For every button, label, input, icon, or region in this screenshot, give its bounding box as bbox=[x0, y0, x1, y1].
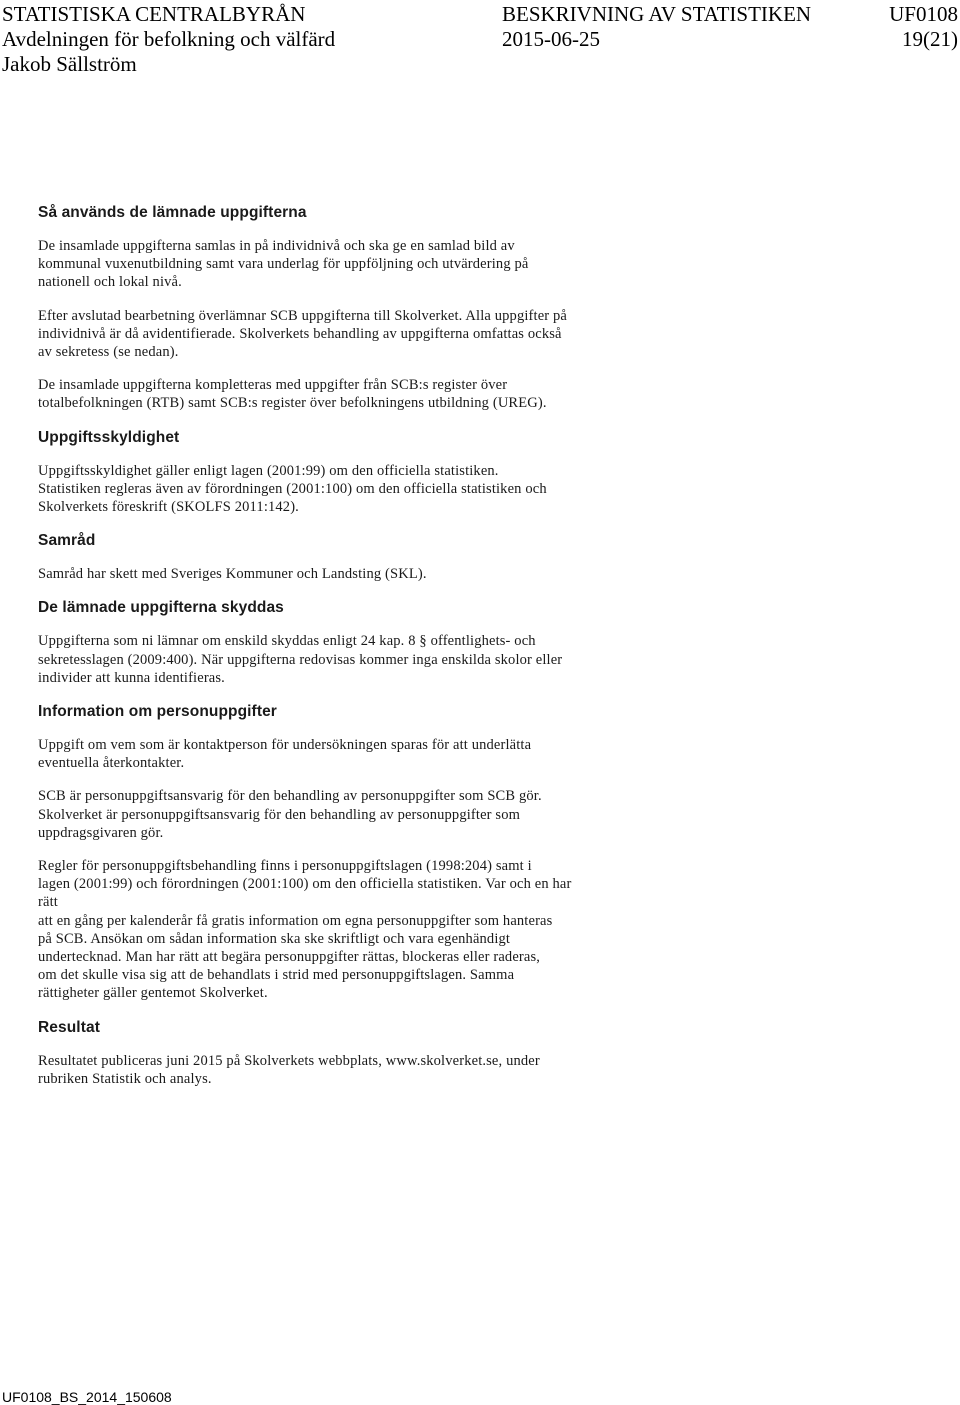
paragraph-line: SCB är personuppgiftsansvarig för den behandling av personuppgifter som SCB gör. bbox=[38, 788, 542, 805]
document-body bbox=[38, 204, 758, 1104]
doc-type: BESKRIVNING AV STATISTIKEN bbox=[502, 2, 812, 26]
paragraph bbox=[38, 736, 758, 772]
spacer bbox=[38, 772, 758, 787]
paragraph bbox=[38, 237, 758, 292]
spacer bbox=[38, 361, 758, 376]
section-title: Resultat bbox=[38, 1018, 100, 1036]
paragraph-line: Regler för personuppgiftsbehandling finns i personuppgiftslagen (1998:204) samt i bbox=[38, 858, 532, 875]
paragraph-line: undertecknad. Man har rätt att begära personuppgifter rättas, blockeras eller raderas, bbox=[38, 949, 541, 966]
paragraph-line: lagen (2001:99) och förordningen (2001:100) om den officiella statistiken. Var och en har bbox=[38, 876, 572, 893]
section-title: Samråd bbox=[38, 532, 96, 550]
paragraph-line: individer att kunna identifieras. bbox=[38, 669, 225, 686]
paragraph-line: eventuella återkontakter. bbox=[38, 755, 185, 772]
paragraph bbox=[38, 632, 758, 687]
spacer bbox=[38, 687, 758, 703]
department-name: Avdelningen för befolkning och välfärd bbox=[2, 27, 336, 51]
paragraph-line: att en gång per kalenderår få gratis information om egna personuppgifter som hanteras bbox=[38, 912, 553, 929]
spacer bbox=[38, 1003, 758, 1019]
paragraph-line: individnivå är då avidentifierade. Skolverkets behandling av uppgifterna omfattas också bbox=[38, 325, 562, 342]
spacer bbox=[38, 583, 758, 599]
header-middle bbox=[502, 2, 811, 52]
header-left bbox=[2, 2, 335, 77]
paragraph bbox=[38, 462, 758, 517]
paragraph bbox=[38, 376, 758, 412]
paragraph bbox=[38, 565, 758, 583]
spacer bbox=[38, 1088, 758, 1104]
paragraph-line: Skolverket är personuppgiftsansvarig för den behandling av personuppgifter som bbox=[38, 806, 521, 823]
paragraph-line: Skolverkets föreskrift (SKOLFS 2011:142). bbox=[38, 499, 299, 516]
paragraph-line: Samråd har skett med Sveriges Kommuner och Landsting (SKL). bbox=[38, 566, 427, 583]
paragraph-line: Resultatet publiceras juni 2015 på Skolverkets webbplats, www.skolverket.se, under bbox=[38, 1052, 540, 1069]
section-title: Information om personuppgifter bbox=[38, 703, 277, 721]
spacer bbox=[38, 842, 758, 857]
paragraph-line: rättigheter gäller gentemot Skolverket. bbox=[38, 985, 268, 1002]
paragraph-line: uppdragsgivaren gör. bbox=[38, 824, 164, 841]
paragraph-line: på SCB. Ansökan om sådan information ska ske skriftligt och vara egenhändigt bbox=[38, 930, 511, 947]
spacer bbox=[38, 516, 758, 532]
spacer bbox=[38, 413, 758, 429]
paragraph bbox=[38, 857, 758, 1003]
paragraph-line: Uppgiftsskyldighet gäller enligt lagen (2001:99) om den officiella statistiken. bbox=[38, 462, 499, 479]
paragraph-line: av sekretess (se nedan). bbox=[38, 344, 179, 361]
paragraph-line: om det skulle visa sig att de behandlats i strid med personuppgiftslagen. Samma bbox=[38, 967, 515, 984]
paragraph-line: sekretesslagen (2009:400). När uppgifterna redovisas kommer inga enskilda skolor eller bbox=[38, 651, 563, 668]
paragraph-line: Uppgifterna som ni lämnar om enskild skyddas enligt 24 kap. 8 § offentlighets- och bbox=[38, 633, 536, 650]
page-number: 19(21) bbox=[902, 27, 958, 51]
doc-date: 2015-06-25 bbox=[502, 27, 600, 51]
paragraph-line: rätt bbox=[38, 894, 58, 911]
footer-file-code: UF0108_BS_2014_150608 bbox=[2, 1389, 172, 1405]
spacer bbox=[38, 292, 758, 307]
paragraph-line: Uppgift om vem som är kontaktperson för undersökningen sparas för att underlätta bbox=[38, 737, 532, 754]
header-right bbox=[889, 2, 958, 52]
paragraph-line: De insamlade uppgifterna kompletteras med uppgifter från SCB:s register över bbox=[38, 377, 508, 394]
section-title: De lämnade uppgifterna skyddas bbox=[38, 599, 284, 617]
author-name: Jakob Sällström bbox=[2, 52, 137, 76]
paragraph bbox=[38, 787, 758, 842]
paragraph-line: Efter avslutad bearbetning överlämnar SCB uppgifterna till Skolverket. Alla uppgifter på bbox=[38, 307, 568, 324]
paragraph bbox=[38, 1052, 758, 1088]
section-title: Så används de lämnade uppgifterna bbox=[38, 204, 307, 221]
section-title: Uppgiftsskyldighet bbox=[38, 428, 180, 446]
paragraph-line: kommunal vuxenutbildning samt vara underlag för uppföljning och utvärdering på bbox=[38, 256, 529, 273]
doc-code: UF0108 bbox=[889, 2, 958, 26]
org-name: STATISTISKA CENTRALBYRÅN bbox=[2, 2, 306, 26]
paragraph-line: totalbefolkningen (RTB) samt SCB:s register över befolkningens utbildning (UREG). bbox=[38, 395, 547, 412]
paragraph bbox=[38, 307, 758, 362]
paragraph-line: Statistiken regleras även av förordningen (2001:100) om den officiella statistiken och bbox=[38, 480, 547, 497]
paragraph-line: De insamlade uppgifterna samlas in på individnivå och ska ge en samlad bild av bbox=[38, 238, 515, 254]
paragraph-line: nationell och lokal nivå. bbox=[38, 274, 182, 291]
paragraph-line: rubriken Statistik och analys. bbox=[38, 1070, 212, 1087]
